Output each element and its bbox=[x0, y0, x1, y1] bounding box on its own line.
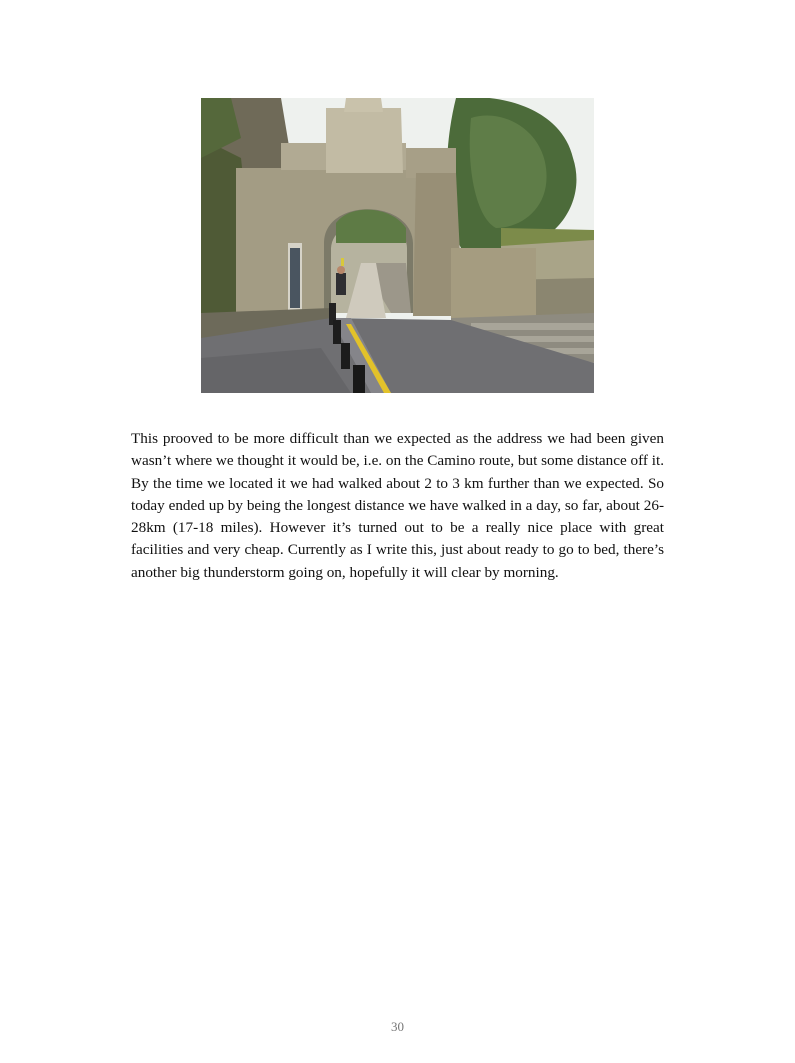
body-paragraph: This prooved to be more difficult than we expected as the address we had been given wasn’t where we thought it would be, i.e. on the Camino route, but some distance off it. By the time we located it we had walked about 2 to 3 km further than we expected. So today ended up by being the longest distance we have walked in a day, so far, about 26-28km (17-18 miles). However it’s turned out to be a really nice place with great facilities and very cheap. Currently as I write this, just about ready to go to bed, there’s another big thunderstorm going on, hopefully it will clear by morning. bbox=[131, 430, 665, 581]
page-number: 30 bbox=[391, 1019, 404, 1034]
city-gate-photo bbox=[201, 98, 594, 393]
